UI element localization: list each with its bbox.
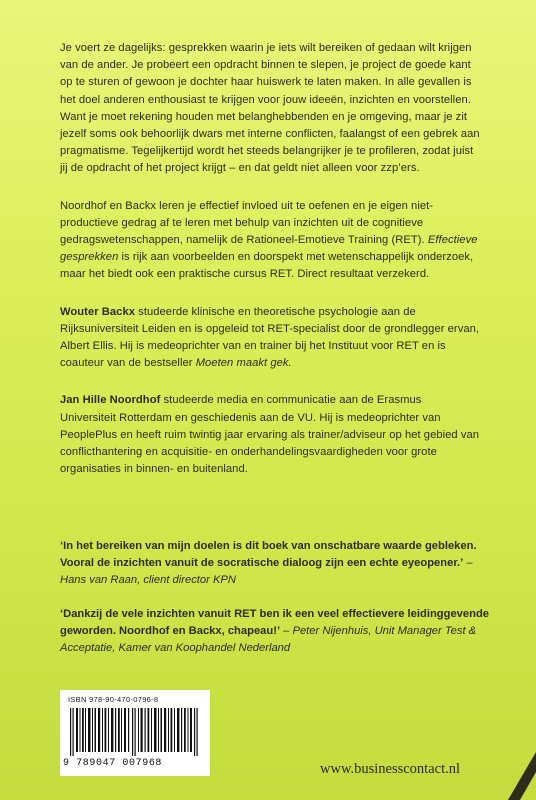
book-title: Effectieve gesprekken [60, 234, 478, 264]
author-name-backx: Wouter Backx [60, 305, 136, 318]
isbn-number: ISBN 978-90-470-0796-8 [68, 695, 159, 704]
quote-text: ‘In het bereiken van mijn doelen is dit boek van onschatbare waarde gebleken. Vooral de inzichten vanuit de socratische dialoog zijn een echte eyeopener.’ [60, 540, 477, 570]
author-bio-noordhof [60, 392, 480, 478]
barcode-digits: 9 789047 007968 [63, 758, 163, 769]
publisher-logo-icon [508, 752, 536, 800]
bestseller-title: Moeten maakt gek. [195, 357, 292, 370]
intro-paragraph: Je voert ze dagelijks: gesprekken waarin je iets wilt bereiken of gedaan wilt krijgen van de ander. Je probeert een opdracht binnen te slepen, je project de goede kant op te sturen of gewoon je dochter haar huiswerk te laten maken. In alle gevallen is het doel anderen enthousiast te krijgen voor jouw ideeën, inzichten en voorstellen. Want je moet rekening houden met belanghebbenden en je omgeving, maar je zit jezelf soms ook behoorlijk dwars met interne conflicten, faalangst of een gebrek aan pragmatisme. Tegelijkertijd wordt het steeds belangrijker je te profileren, zodat juist jij de opdracht of het project krijgt – en dat geldt niet alleen voor zzp’ers. [60, 42, 480, 175]
back-cover-text [60, 40, 480, 498]
endorsements [60, 538, 500, 673]
author-bio-backx [60, 304, 480, 373]
method-text-b: is rijk aan voorbeelden en doorspekt met wetenschappelijk onderzoek, maar het biedt ook een praktische cursus RET. Direct resultaat verzekerd. [60, 251, 474, 281]
quote-attribution: – Hans van Raan, client director KPN [60, 557, 473, 587]
publisher-website: www.businesscontact.nl [320, 761, 461, 777]
barcode [60, 690, 210, 776]
endorsement-quote [60, 606, 500, 658]
quote-text: ‘Dankzij de vele inzichten vanuit RET ben ik een veel effectievere leidinggevende geworden. Noordhof en Backx, chapeau!’ [60, 607, 489, 637]
bio-text-backx: studeerde klinische en theoretische psychologie aan de Rijksuniversiteit Leiden en is opgeleid tot RET-specialist door de grondlegger ervan, Albert Ellis. Hij is medeoprichter van en trainer bij het Instituut voor RET en is coauteur van de bestseller [60, 305, 480, 370]
barcode-bars [68, 708, 202, 756]
method-paragraph [60, 198, 480, 284]
endorsement-quote [60, 538, 500, 590]
quote-attribution: – Peter Nijenhuis, Unit Manager Test & Acceptatie, Kamer van Koophandel Nederland [60, 624, 477, 655]
method-text-a: Noordhof en Backx leren je effectief invloed uit te oefenen en je eigen niet-productieve gedrag af te leren met behulp van inzichten uit de cognitieve gedragswetenschappen, namelijk de Rationeel-Emotieve Training (RET). [60, 199, 434, 247]
author-name-noordhof: Jan Hille Noordhof [60, 394, 161, 407]
bio-text-noordhof: studeerde media en communicatie aan de Erasmus Universiteit Rotterdam en geschiedenis aan de VU. Hij is medeoprichter van PeoplePlus en heeft ruim twintig jaar ervaring als trainer/adviseur op het gebied van conflicthantering en acquisitie- en onderhandelingsvaardigheden voor grote organisaties in binnen- en buitenland. [60, 394, 480, 476]
